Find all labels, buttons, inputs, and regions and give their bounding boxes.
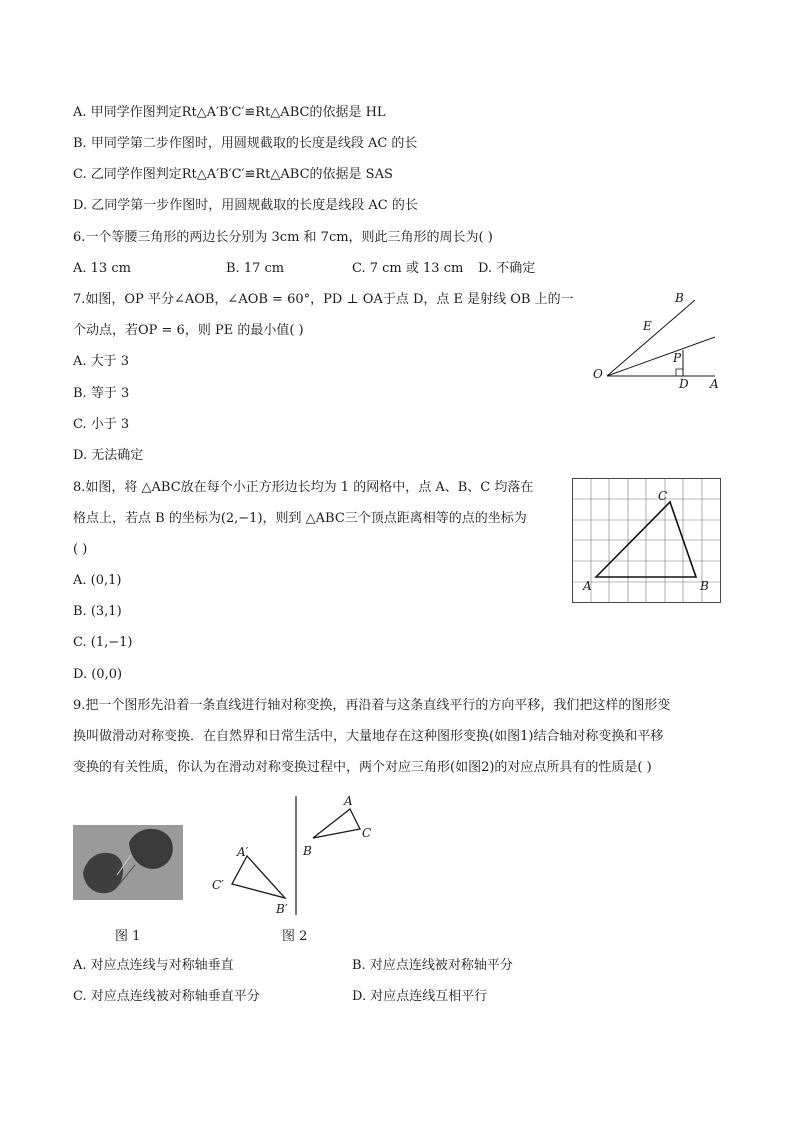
q9-stem-line3: 变换的有关性质，你认为在滑动对称变换过程中，两个对应三角形(如图2)的对应点所具有的性质是( ) <box>73 760 652 775</box>
q7-figure <box>585 285 735 395</box>
q9-label-a-prime: A′ <box>237 845 249 859</box>
q5-option-c: C. 乙同学作图判定Rt△A′B′C′≌Rt△ABC的依据是 SAS <box>73 167 393 182</box>
q9-option-d: D. 对应点连线互相平行 <box>352 989 488 1004</box>
q9-label-b-prime: B′ <box>276 902 288 916</box>
q8-grid-figure <box>572 478 722 604</box>
q8-option-d: D. (0,0) <box>73 667 123 682</box>
q9-label-c: C <box>362 826 372 840</box>
q6-option-a: A. 13 cm <box>73 261 131 276</box>
q6-stem: 6.一个等腰三角形的两边长分别为 3cm 和 7cm，则此三角形的周长为( ) <box>73 230 493 245</box>
q7-option-c: C. 小于 3 <box>73 417 130 432</box>
q9-option-b: B. 对应点连线被对称轴平分 <box>352 958 513 973</box>
q9-label-b: B <box>303 844 312 858</box>
q8-stem-line2: 格点上，若点 B 的坐标为(2,−1)，则到 △ABC三个顶点距离相等的点的坐标为 <box>73 511 527 526</box>
q9-figure2 <box>205 793 385 923</box>
q9-stem-line1: 9.把一个图形先沿着一条直线进行轴对称变换，再沿着与这条直线平行的方向平移，我们把这样的图形变 <box>73 698 671 713</box>
q6-option-d: D. 不确定 <box>478 261 536 276</box>
q6-option-c: C. 7 cm 或 13 cm <box>352 261 464 276</box>
q7-label-b: B <box>675 291 684 305</box>
q9-label-a: A <box>344 794 353 808</box>
q9-label-c-prime: C′ <box>212 878 224 892</box>
figure2-caption: 图 2 <box>282 929 308 944</box>
q7-option-b: B. 等于 3 <box>73 386 130 401</box>
q8-stem-line3: ( ) <box>73 542 88 557</box>
q8-stem-line1: 8.如图，将 △ABC放在每个小正方形边长均为 1 的网格中，点 A、B、C 均落在 <box>73 480 534 495</box>
q8-label-a: A <box>583 579 592 593</box>
q8-label-b: B <box>700 579 709 593</box>
q9-option-a: A. 对应点连线与对称轴垂直 <box>73 958 234 973</box>
q8-label-c: C <box>658 489 668 503</box>
q9-option-c: C. 对应点连线被对称轴垂直平分 <box>73 989 260 1004</box>
q7-stem-line2: 个动点，若OP = 6，则 PE 的最小值( ) <box>73 323 304 338</box>
q5-option-d: D. 乙同学第一步作图时，用圆规截取的长度是线段 AC 的长 <box>73 198 418 213</box>
q9-stem-line2: 换叫做滑动对称变换．在自然界和日常生活中，大量地存在这种图形变换(如图1)结合轴对称变换和平移 <box>73 729 664 744</box>
leaves-photo <box>73 825 183 900</box>
q8-option-a: A. (0,1) <box>73 573 122 588</box>
q8-option-c: C. (1,−1) <box>73 635 133 650</box>
q5-option-a: A. 甲同学作图判定Rt△A′B′C′≌Rt△ABC的依据是 HL <box>73 105 386 120</box>
q7-option-d: D. 无法确定 <box>73 448 144 463</box>
q5-option-b: B. 甲同学第二步作图时，用圆规截取的长度是线段 AC 的长 <box>73 136 418 151</box>
q7-label-d: D <box>679 377 689 391</box>
q6-option-b: B. 17 cm <box>226 261 285 276</box>
q7-label-o: O <box>593 367 603 381</box>
q7-label-a: A <box>710 377 719 391</box>
q7-label-p: P <box>673 351 682 365</box>
q7-option-a: A. 大于 3 <box>73 354 130 369</box>
q8-option-b: B. (3,1) <box>73 604 122 619</box>
q7-stem-line1: 7.如图，OP 平分∠AOB，∠AOB = 60°，PD ⊥ OA于点 D，点 E 是射线 OB 上的一 <box>73 292 574 307</box>
q7-label-e: E <box>643 319 652 333</box>
figure1-caption: 图 1 <box>115 929 141 944</box>
